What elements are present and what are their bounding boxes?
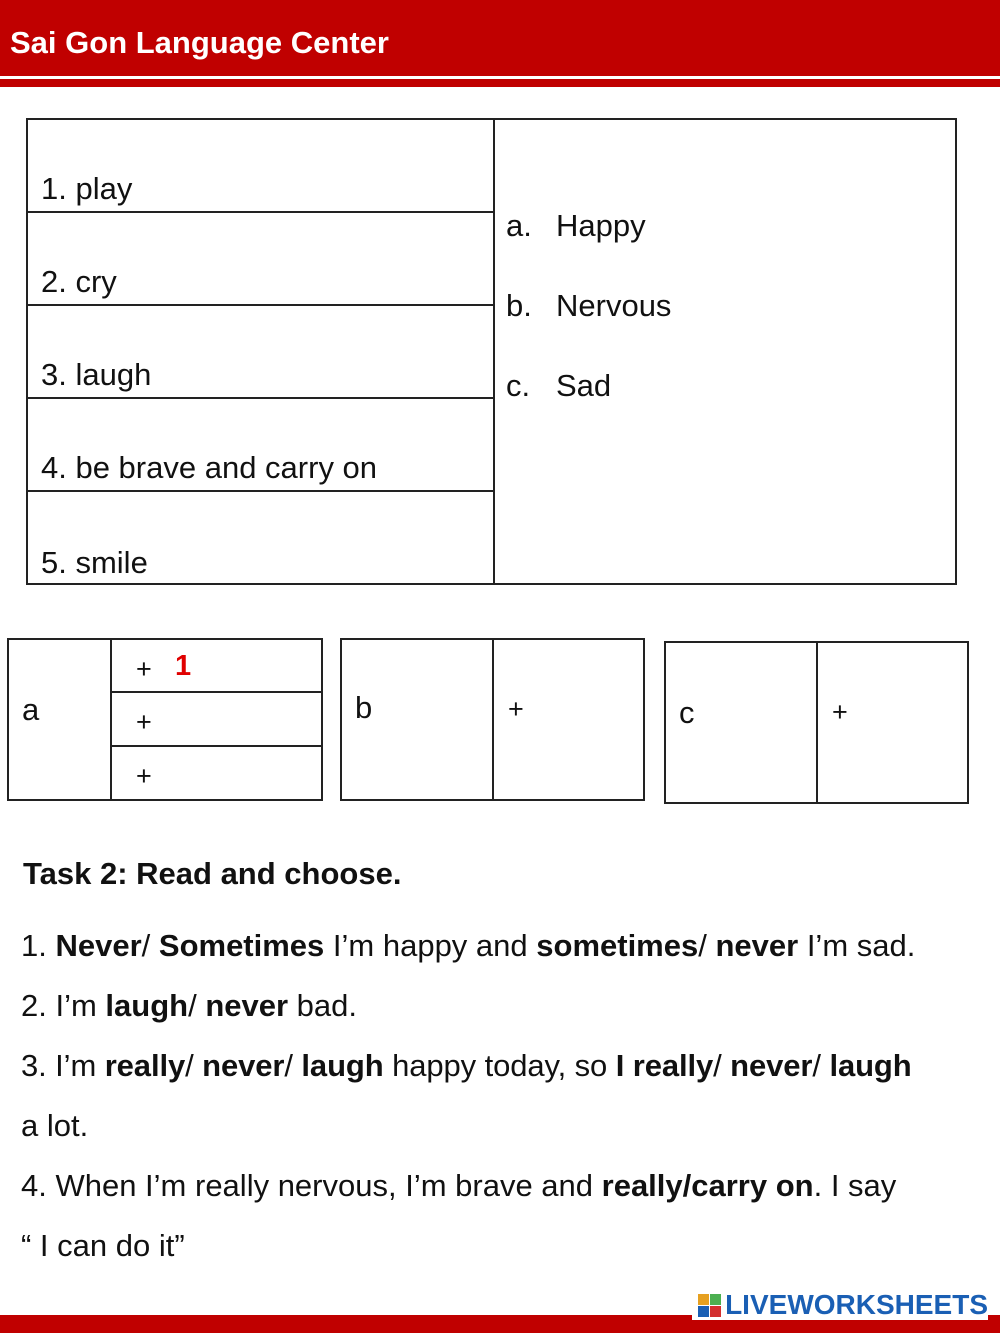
choice-word[interactable]: really/carry on [601, 1168, 814, 1203]
sentence-text: 4. When I’m really nervous, I’m brave and [21, 1168, 602, 1203]
sentence-text: 2. I’m [21, 988, 106, 1023]
answer-box-label: b [355, 690, 373, 725]
feeling-option [506, 208, 671, 288]
choice-word[interactable]: Never [55, 928, 142, 963]
choice-word[interactable]: laugh [105, 988, 189, 1023]
word-text: 5. smile [41, 545, 148, 580]
option-text: Nervous [556, 288, 672, 323]
header-bar [0, 0, 1000, 76]
sentence-4 [21, 1168, 896, 1204]
sentence-text: . I say [813, 1168, 897, 1203]
word-text: 1. play [41, 171, 133, 206]
answer-box-a [7, 638, 323, 801]
page-title: Sai Gon Language Center [10, 25, 389, 60]
sentence-2 [21, 988, 357, 1024]
answer-box-label-cell [666, 643, 818, 802]
plus-sign: + [508, 694, 524, 724]
word-row[interactable] [28, 306, 493, 399]
sentence-1 [21, 928, 915, 964]
sentence-text: / [812, 1048, 830, 1083]
answer-box-label-cell [342, 640, 494, 799]
choice-word[interactable]: never [715, 928, 799, 963]
feelings-list [506, 208, 671, 448]
plus-sign: + [136, 761, 152, 791]
feeling-option [506, 288, 671, 368]
choice-word[interactable]: sometimes [536, 928, 699, 963]
choice-word[interactable]: I really [615, 1048, 714, 1083]
sentence-text: / [141, 928, 159, 963]
choice-word[interactable]: never [205, 988, 289, 1023]
word-row[interactable] [28, 120, 493, 213]
word-text: 4. be brave and carry on [41, 450, 378, 485]
matching-table [26, 118, 957, 585]
answer-box-c [664, 641, 969, 804]
answer-box-label: a [22, 692, 40, 727]
answer-box-b [340, 638, 645, 801]
sentence-4-continued: “ I can do it” [21, 1228, 185, 1263]
sentence-text: / [698, 928, 716, 963]
choice-word[interactable]: laugh [829, 1048, 912, 1083]
plus-sign: + [136, 707, 152, 737]
liveworksheets-logo[interactable] [692, 1290, 988, 1320]
answer-slot[interactable] [494, 640, 643, 799]
sentence-3 [21, 1048, 912, 1084]
word-row[interactable] [28, 399, 493, 492]
answer-slot[interactable] [112, 640, 321, 693]
option-letter: a. [506, 208, 532, 243]
choice-word[interactable]: never [202, 1048, 285, 1083]
word-text: 3. laugh [41, 357, 152, 392]
sentence-text: / [713, 1048, 731, 1083]
answer-slot[interactable] [112, 747, 321, 799]
word-row[interactable] [28, 492, 493, 585]
sentence-text: I’m sad. [798, 928, 916, 963]
word-row[interactable] [28, 213, 493, 306]
sentence-text: bad. [288, 988, 357, 1023]
sentence-text: I’m happy and [324, 928, 537, 963]
logo-text: LIVEWORKSHEETS [725, 1289, 988, 1320]
choice-word[interactable]: Sometimes [158, 928, 325, 963]
choice-word[interactable]: never [730, 1048, 813, 1083]
sentence-text: happy today, so [383, 1048, 616, 1083]
answer-box-label: c [679, 695, 695, 730]
answer-slot[interactable] [112, 693, 321, 747]
sentence-text: / [188, 988, 206, 1023]
header-divider-red [0, 79, 1000, 87]
option-letter: b. [506, 288, 532, 323]
word-column [28, 120, 495, 583]
choice-word[interactable]: laugh [301, 1048, 384, 1083]
sentence-3-continued: a lot. [21, 1108, 89, 1143]
option-text: Happy [556, 208, 646, 243]
option-letter: c. [506, 368, 531, 403]
logo-icon [698, 1294, 721, 1317]
answer-box-label-cell [9, 640, 112, 799]
feeling-option [506, 368, 671, 448]
choice-word[interactable]: really [104, 1048, 186, 1083]
task2-title: Task 2: Read and choose. [23, 856, 402, 891]
option-text: Sad [556, 368, 612, 403]
plus-sign: + [136, 654, 152, 684]
plus-sign: + [832, 697, 848, 727]
sentence-text: 3. I’m [21, 1048, 105, 1083]
answer-value[interactable]: 1 [175, 650, 192, 682]
sentence-text: / [185, 1048, 203, 1083]
word-text: 2. cry [41, 264, 117, 299]
sentence-number: 1. [21, 928, 56, 963]
sentence-text: / [284, 1048, 302, 1083]
answer-slot[interactable] [818, 643, 967, 802]
